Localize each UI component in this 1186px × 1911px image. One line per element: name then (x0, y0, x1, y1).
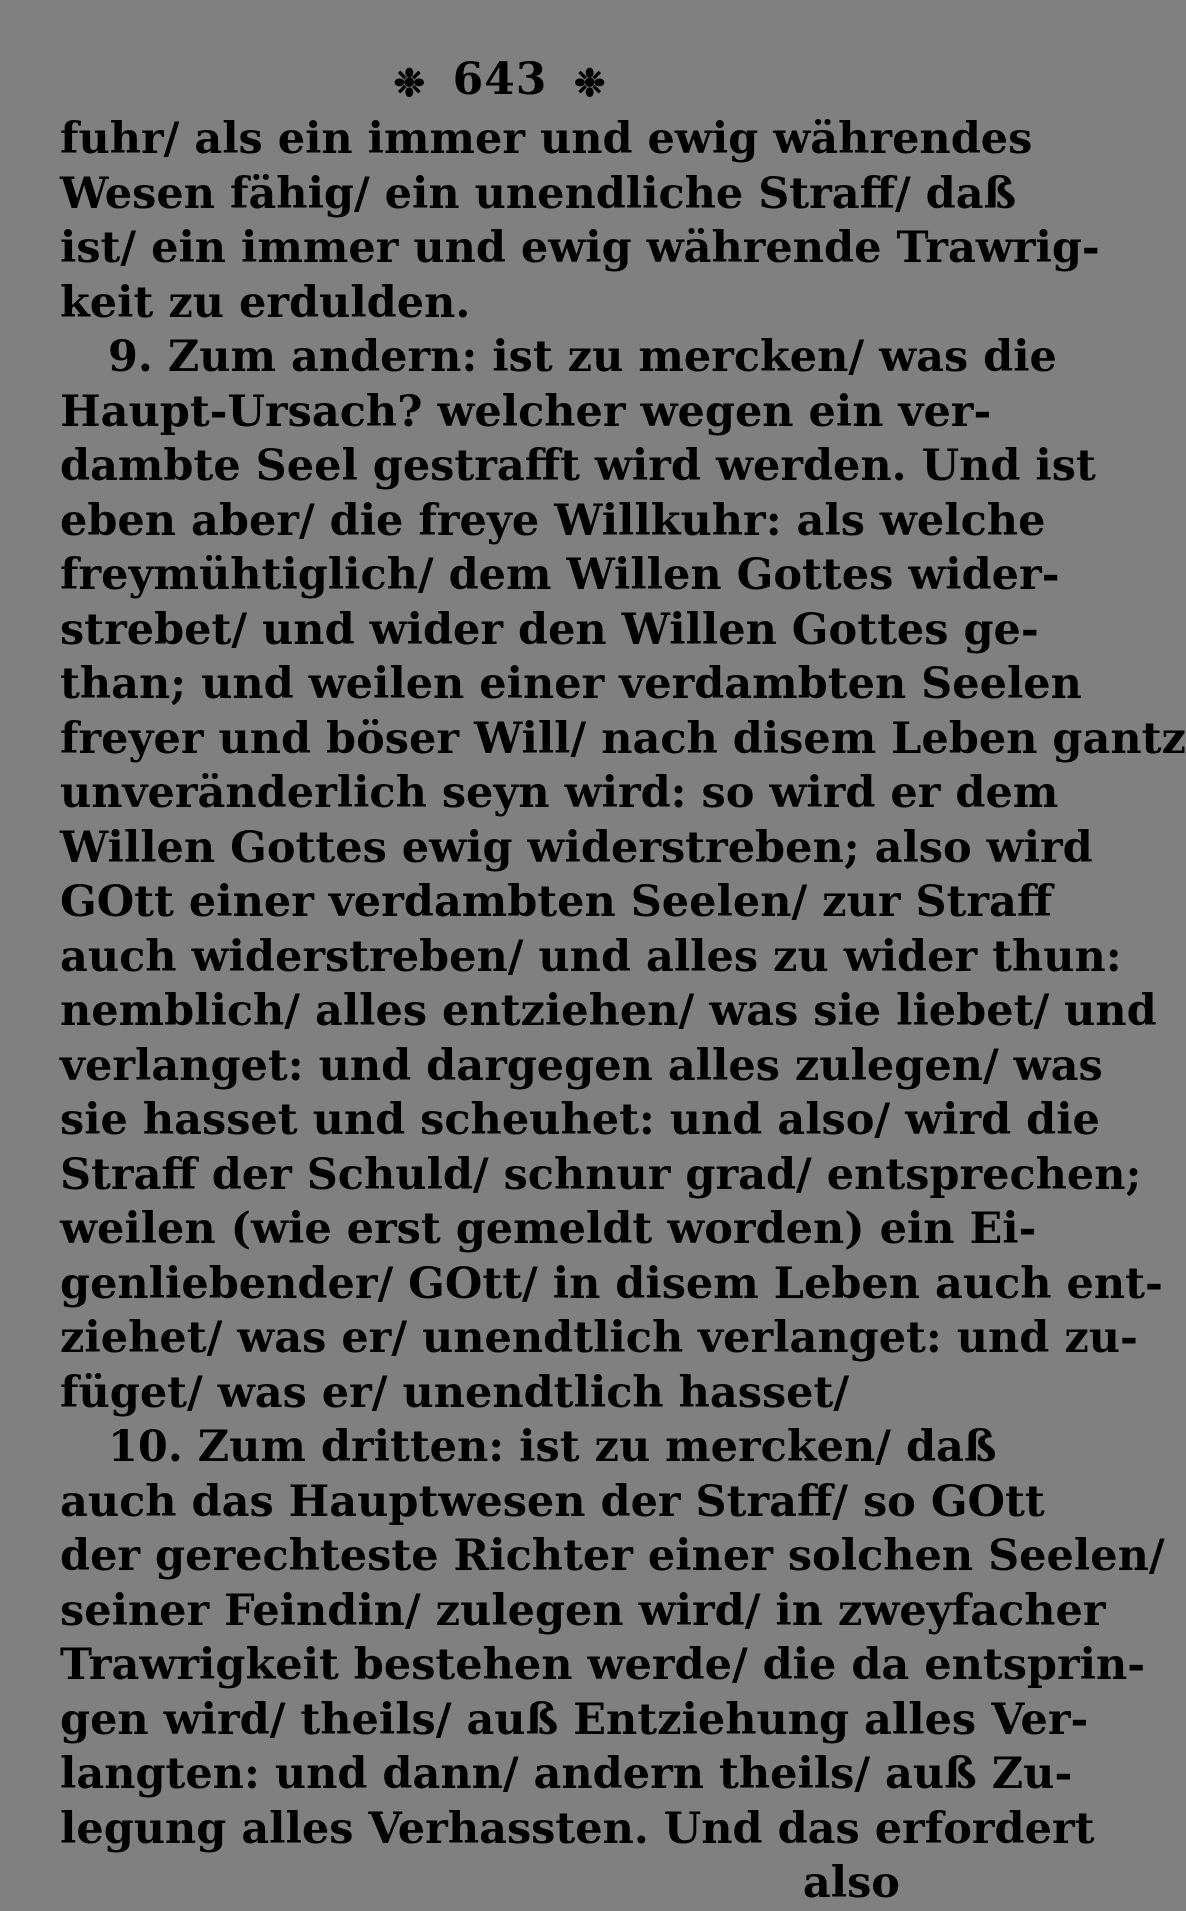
paragraph-9-start: 9. Zum andern: ist zu mercken/ was die (108, 332, 1057, 382)
text-line: auch das Hauptwesen der Straff/ so GOtt (60, 1476, 1045, 1527)
text-line: freyer und böser Will/ nach disem Leben gantz (60, 713, 1186, 764)
text-line: GOtt einer verdambten Seelen/ zur Straff (60, 877, 1053, 927)
text-line: unveränderlich seyn wird: so wird er dem (60, 768, 1059, 818)
text-line: ziehet/ was er/ unendtlich verlanget: und zu- (60, 1313, 1138, 1363)
text-line: auch widerstreben/ und alles zu wider thun: (60, 931, 1122, 982)
text-line: Trawrigkeit bestehen werde/ die da entsprin- (60, 1640, 1146, 1690)
text-line: freymühtiglich/ dem Willen Gottes wider- (60, 550, 1060, 600)
text-line: dambte Seel gestrafft wird werden. Und ist (60, 441, 1096, 491)
text-line: gen wird/ theils/ auß Entziehung alles Ver- (60, 1694, 1089, 1745)
ornament-right-icon: ❉ (573, 59, 607, 105)
text-line: seiner Feindin/ zulegen wird/ in zweyfacher (60, 1585, 1106, 1636)
paragraph-10-start: 10. Zum dritten: ist zu mercken/ daß (108, 1422, 997, 1472)
text-line: langten: und dann/ andern theils/ auß Zu- (60, 1749, 1073, 1799)
text-line: sie hasset und scheuhet: und also/ wird die (60, 1095, 1100, 1145)
text-line: keit zu erdulden. (60, 277, 471, 328)
page-header (0, 54, 1000, 105)
catchword: also (802, 1858, 900, 1908)
text-line: strebet/ und wider den Willen Gottes ge- (60, 604, 1039, 655)
text-line: füget/ was er/ unendtlich hasset/ (60, 1367, 850, 1418)
text-line: Wesen fähig/ ein unendliche Straff/ daß (60, 168, 1017, 219)
text-line: verlanget: und dargegen alles zulegen/ was (60, 1040, 1103, 1091)
text-line: fuhr/ als ein immer und ewig währendes (60, 114, 1033, 164)
page-number: 643 (452, 54, 548, 105)
text-line: genliebender/ GOtt/ in disem Leben auch ent- (60, 1258, 1163, 1309)
text-line: ist/ ein immer und ewig währende Trawrig- (60, 223, 1100, 273)
text-line: weilen (wie erst gemeldt worden) ein Ei- (60, 1204, 1037, 1254)
text-line: Straff der Schuld/ schnur grad/ entsprechen; (60, 1149, 1142, 1200)
text-line: Haupt-Ursach? welcher wegen ein ver- (60, 386, 992, 437)
ornament-left-icon: ❉ (393, 59, 427, 105)
text-line: legung alles Verhassten. Und das erfordert (60, 1803, 1095, 1854)
body-text (60, 112, 1186, 1911)
text-line: der gerechteste Richter einer solchen Seelen/ (60, 1531, 1165, 1581)
text-line: than; und weilen einer verdambten Seelen (60, 659, 1082, 709)
text-line: Willen Gottes ewig widerstreben; also wird (60, 822, 1093, 873)
text-line: eben aber/ die freye Willkuhr: als welche (60, 495, 1046, 546)
text-line: nemblich/ alles entziehen/ was sie liebet/ und (60, 986, 1157, 1036)
